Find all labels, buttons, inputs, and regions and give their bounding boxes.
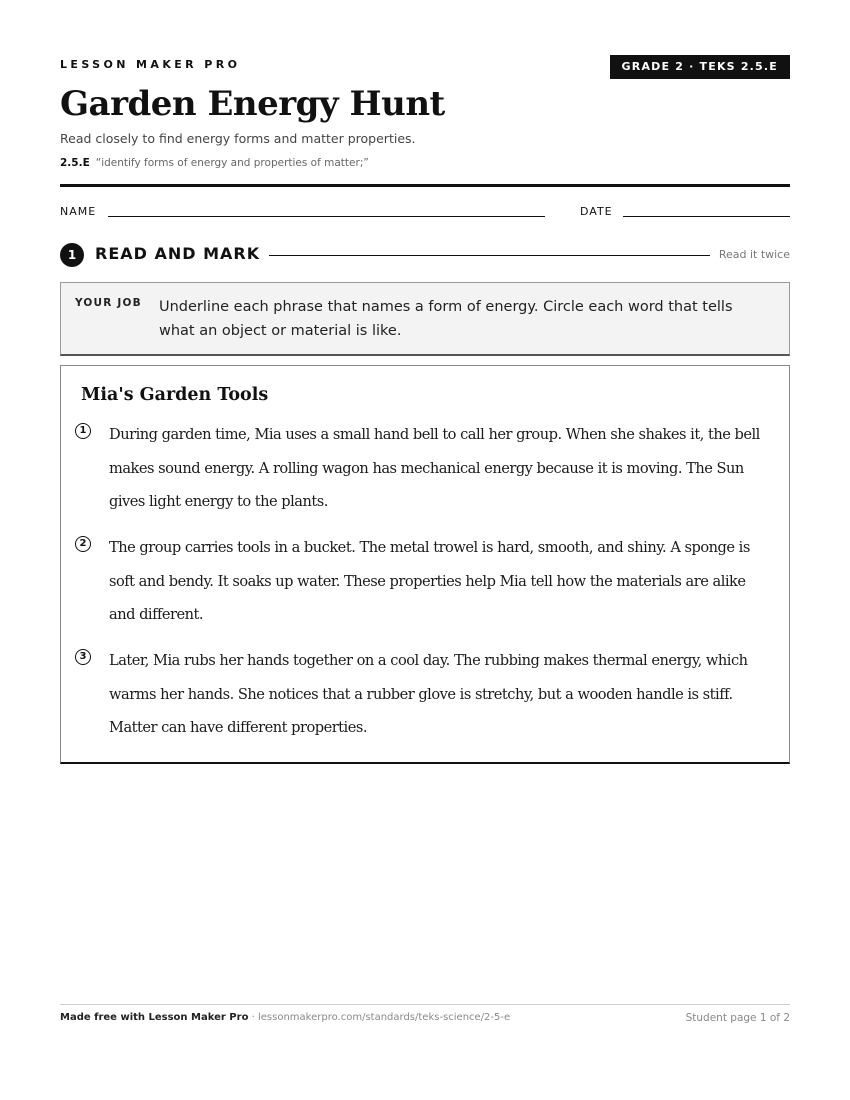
date-label: DATE bbox=[580, 205, 613, 218]
grade-badge: GRADE 2 · TEKS 2.5.E bbox=[610, 55, 790, 79]
brand-name: LESSON MAKER PRO bbox=[60, 58, 241, 71]
worksheet-page bbox=[60, 0, 790, 1100]
header-divider bbox=[60, 184, 790, 187]
name-label: NAME bbox=[60, 205, 97, 218]
date-field[interactable] bbox=[623, 216, 790, 217]
standard-line bbox=[60, 157, 369, 169]
section-note: Read it twice bbox=[718, 248, 790, 261]
reading-passage bbox=[60, 365, 790, 764]
footer-url-link[interactable]: lessonmakerpro.com/standards/teks-science/2-5-e bbox=[257, 1012, 511, 1023]
page-subtitle: Read closely to find energy forms and matter properties. bbox=[60, 131, 416, 146]
page-number: Student page 1 of 2 bbox=[685, 1012, 790, 1024]
section-divider bbox=[269, 255, 710, 256]
page-title: Garden Energy Hunt bbox=[60, 84, 445, 124]
paragraph-text[interactable]: The group carries tools in a bucket. The metal trowel is hard, smooth, and shiny. A sponge is soft and bendy. It soaks up water. These properties help Mia tell how the materials are alike and different. bbox=[109, 539, 750, 623]
standard-text: “identify forms of energy and properties of matter;” bbox=[95, 157, 369, 169]
paragraph-number: 1 bbox=[75, 423, 91, 439]
section-header bbox=[60, 243, 790, 267]
instructions-box bbox=[60, 282, 790, 356]
section-number-badge: 1 bbox=[60, 243, 84, 267]
paragraph-number: 2 bbox=[75, 536, 91, 552]
standard-code: 2.5.E bbox=[60, 157, 90, 169]
footer-credit bbox=[60, 1012, 510, 1023]
instructions-text: Underline each phrase that names a form of energy. Circle each word that tells what an object or material is like. bbox=[159, 299, 733, 339]
paragraph-text[interactable]: During garden time, Mia uses a small hand bell to call her group. When she shakes it, the bell makes sound energy. A rolling wagon has mechanical energy because it is moving. The Sun gives light energy to the plants. bbox=[109, 426, 760, 510]
paragraph-number: 3 bbox=[75, 649, 91, 665]
name-field[interactable] bbox=[108, 216, 545, 217]
passage-title: Mia's Garden Tools bbox=[81, 385, 269, 405]
footer-divider bbox=[60, 1004, 790, 1005]
instructions-label: YOUR JOB bbox=[75, 297, 142, 309]
paragraph-text[interactable]: Later, Mia rubs her hands together on a cool day. The rubbing makes thermal energy, which warms her hands. She notices that a rubber glove is stretchy, but a wooden handle is stiff. Matter can have different properties. bbox=[109, 652, 748, 736]
footer-separator: · bbox=[248, 1012, 258, 1023]
section-title: READ AND MARK bbox=[95, 244, 261, 263]
footer-made-with: Made free with Lesson Maker Pro bbox=[60, 1012, 249, 1023]
